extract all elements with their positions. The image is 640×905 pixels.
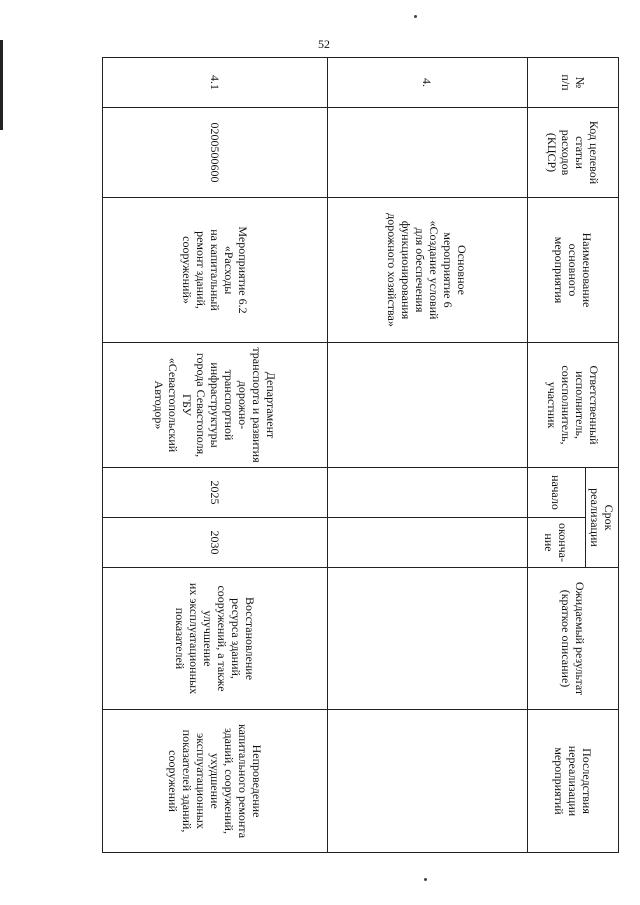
table-row (103, 58, 328, 853)
cell-code: 0200500600 (103, 108, 328, 198)
header-executor: Ответственный исполнитель, соисполнитель, участник (528, 343, 619, 468)
header-num: № п/п (528, 58, 619, 108)
cell-result (328, 568, 528, 710)
header-result: Ожидаемый результат (краткое описание) (528, 568, 619, 710)
cell-num: 4. (328, 58, 528, 108)
activities-table (102, 57, 619, 853)
cell-start: 2025 (103, 468, 328, 518)
header-consequences: Последствия нереализации мероприятий (528, 710, 619, 853)
header-name: Наименование основного мероприятия (528, 198, 619, 343)
header-code: Код целевой статьи расходов (КЦСР) (528, 108, 619, 198)
cell-executor (328, 343, 528, 468)
cell-end: 2030 (103, 518, 328, 568)
scan-speck (424, 878, 427, 881)
page-number: 52 (318, 37, 330, 51)
cell-code (328, 108, 528, 198)
cell-result: Восстановление ресурса зданий, сооружений, а также улучшение их эксплуатационных показателей (103, 568, 328, 710)
cell-executor: Департамент транспорта и развития дорожно- транспортной инфраструктуры города Севастополя, ГБУ «Севастопольский Автодор» (103, 343, 328, 468)
header-term-start: начало (528, 468, 586, 518)
cell-num: 4.1 (103, 58, 328, 108)
cell-start (328, 468, 528, 518)
scan-edge-mark (0, 40, 3, 130)
table-row (328, 58, 528, 853)
scan-speck (414, 15, 417, 18)
cell-name: Мероприятие 6.2 «Расходы на капитальный ремонт зданий, сооружений» (103, 198, 328, 343)
cell-name: Основное мероприятие 6 «Создание условий для обеспечения функционирования дорожного хозяйства» (328, 198, 528, 343)
rotated-table-container (106, 57, 619, 852)
cell-consequences: Непроведение капитального ремонта зданий, сооружений, ухудшение эксплуатационных показателей зданий, сооружений (103, 710, 328, 853)
header-term: Срок реализации (586, 468, 619, 568)
cell-end (328, 518, 528, 568)
cell-consequences (328, 710, 528, 853)
header-term-end: оконча- ние (528, 518, 586, 568)
header-row (586, 58, 619, 853)
